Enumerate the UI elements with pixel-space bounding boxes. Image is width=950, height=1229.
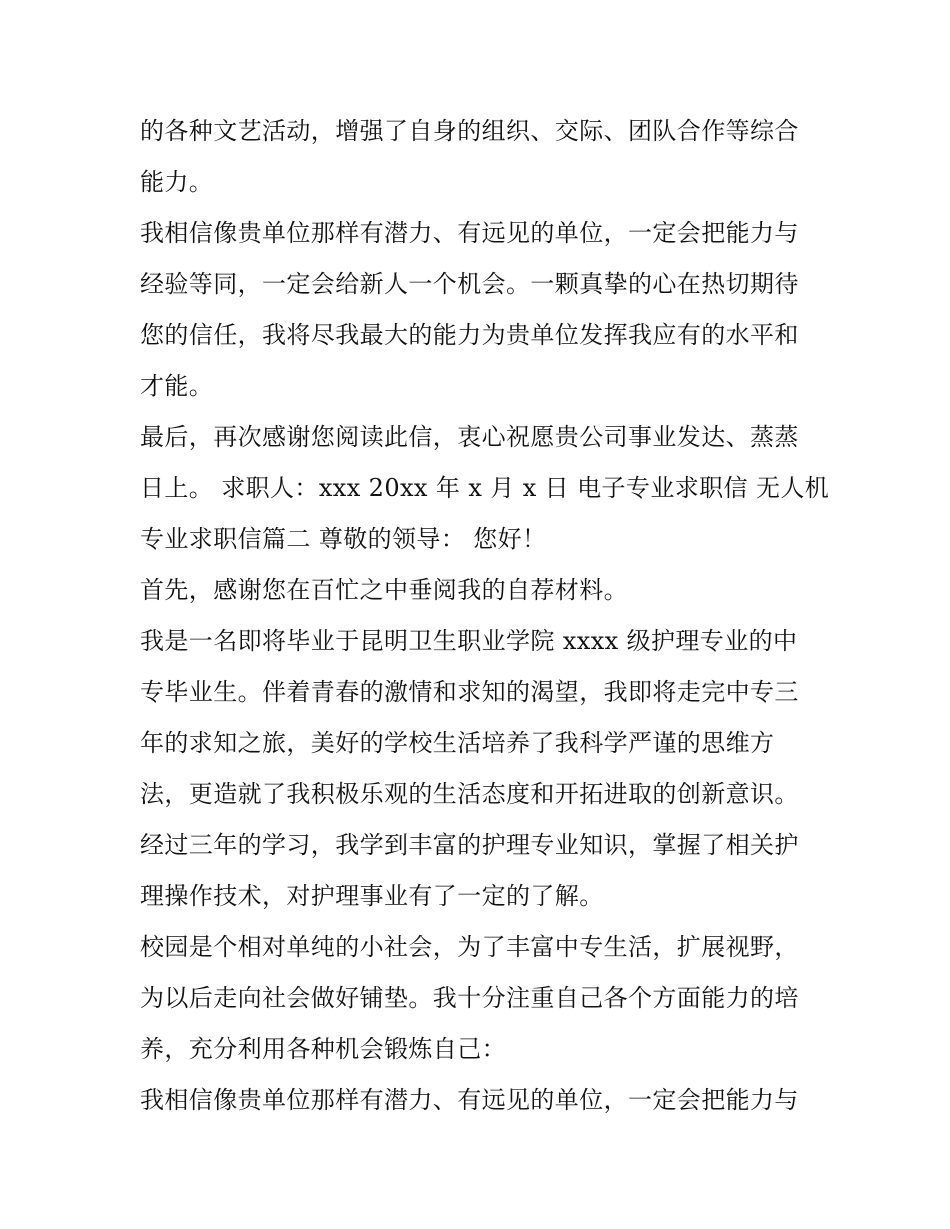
text-line: 您的信任，我将尽我最大的能力为贵单位发挥我应有的水平和	[140, 321, 799, 349]
text-line: 能力。	[140, 168, 214, 196]
text-line: 校园是个相对单纯的小社会，为了丰富中专生活，扩展视野，	[140, 933, 799, 961]
text-line: 年的求知之旅，美好的学校生活培养了我科学严谨的思维方	[140, 729, 775, 757]
text-line: 经过三年的学习，我学到丰富的护理专业知识，掌握了相关护	[140, 831, 799, 859]
text-line: 首先，感谢您在百忙之中垂阅我的自荐材料。	[140, 576, 628, 604]
text-line: 我是一名即将毕业于昆明卫生职业学院 xxxx 级护理专业的中	[140, 627, 798, 655]
text-line: 经验等同，一定会给新人一个机会。一颗真挚的心在热切期待	[140, 270, 799, 298]
text-line: 理操作技术，对护理事业有了一定的了解。	[140, 882, 604, 910]
text-line: 日上。 求职人：xxx 20xx 年 x 月 x 日 电子专业求职信 无人机	[140, 474, 830, 502]
document-body	[140, 106, 830, 1126]
text-line: 我相信像贵单位那样有潜力、有远见的单位，一定会把能力与	[140, 219, 799, 247]
text-line: 最后，再次感谢您阅读此信，衷心祝愿贵公司事业发达、蒸蒸	[140, 423, 799, 451]
text-line: 专业求职信篇二 尊敬的领导： 您好！	[140, 525, 547, 553]
text-line: 的各种文艺活动，增强了自身的组织、交际、团队合作等综合	[140, 117, 799, 145]
text-line: 我相信像贵单位那样有潜力、有远见的单位，一定会把能力与	[140, 1086, 799, 1114]
text-line: 法，更造就了我积极乐观的生活态度和开拓进取的创新意识。	[140, 780, 799, 808]
text-line: 养，充分利用各种机会锻炼自己：	[140, 1035, 506, 1063]
text-line: 为以后走向社会做好铺垫。我十分注重自己各个方面能力的培	[140, 984, 799, 1012]
text-line: 才能。	[140, 372, 214, 400]
text-line: 专毕业生。伴着青春的激情和求知的渴望，我即将走完中专三	[140, 678, 799, 706]
